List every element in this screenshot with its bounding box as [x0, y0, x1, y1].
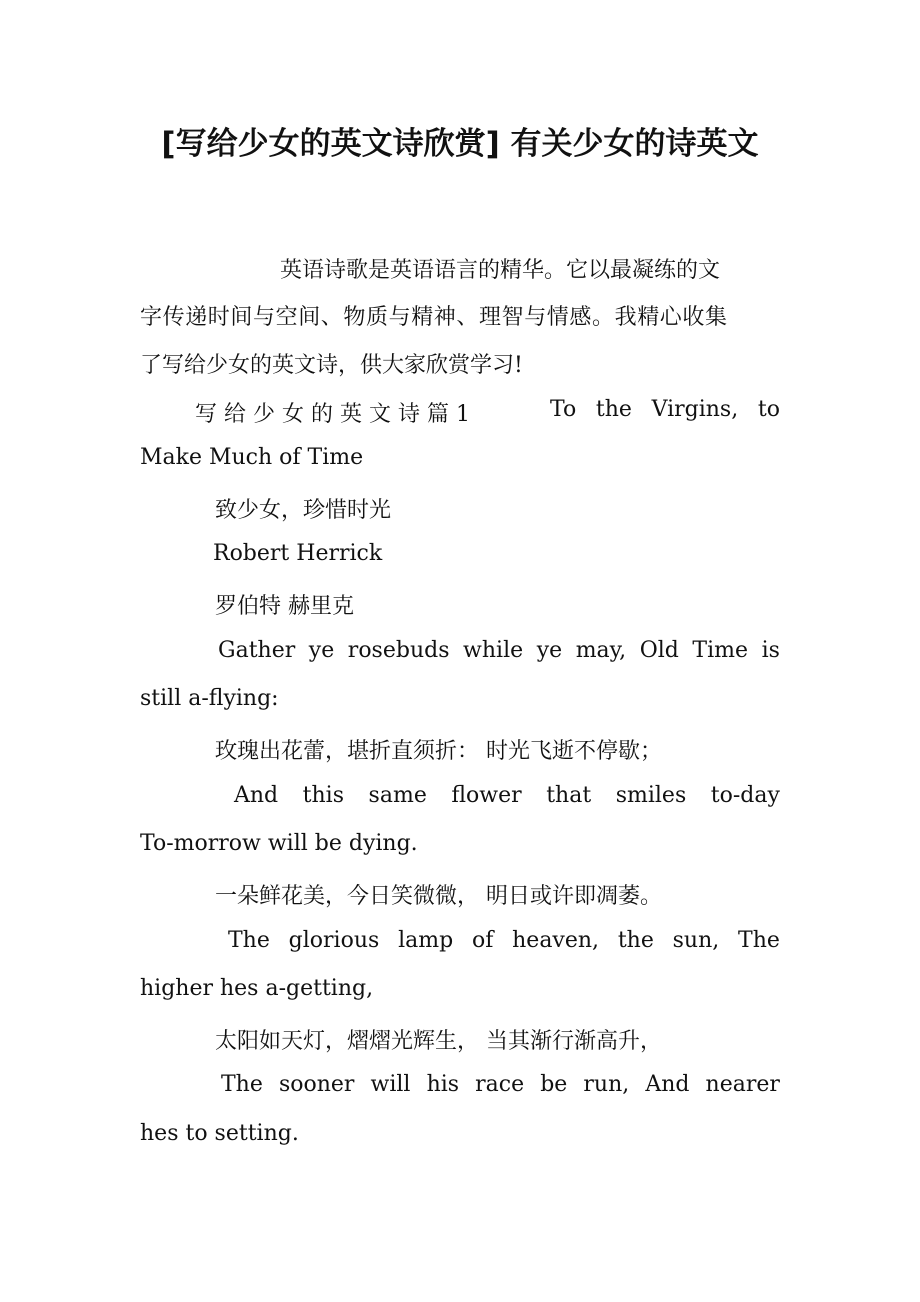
word: will — [370, 1072, 411, 1097]
author-english: Robert Herrick — [213, 541, 383, 566]
word: The — [228, 928, 270, 953]
word: nearer — [705, 1072, 780, 1097]
word: of — [471, 928, 494, 953]
stanza-2-cn: 一朵鲜花美，今日笑微微， 明日或许即凋萎。 — [215, 884, 662, 909]
word: Time — [692, 638, 749, 663]
poem-title-line-2: Make Much of Time — [140, 445, 364, 470]
poem-title-line-1 — [550, 397, 780, 422]
intro-line-2 — [140, 300, 780, 331]
word: same — [368, 783, 427, 808]
word: be — [540, 1072, 568, 1097]
intro-line-2-text: 字传递时间与空间、物质与精神、理智与情感。我精心收集 — [140, 305, 728, 330]
word: the — [595, 397, 632, 422]
word: flower — [451, 783, 522, 808]
word: Virgins, — [651, 397, 739, 422]
stanza-4-en-line-1 — [221, 1072, 780, 1097]
stanza-1-en-line-2: still a-flying: — [140, 686, 279, 711]
word: to — [757, 397, 780, 422]
stanza-1-cn: 玫瑰出花蕾，堪折直须折： 时光飞逝不停歇； — [215, 739, 662, 764]
word: this — [302, 783, 345, 808]
stanza-4-en-line-2: hes to setting. — [140, 1121, 299, 1146]
word: The — [738, 928, 780, 953]
word: rosebuds — [347, 638, 450, 663]
word: run, — [583, 1072, 630, 1097]
word: To — [550, 397, 577, 422]
word: The — [221, 1072, 263, 1097]
word: Old — [639, 638, 679, 663]
author-chinese: 罗伯特 赫里克 — [215, 594, 354, 619]
stanza-1-en-line-1 — [218, 638, 780, 663]
intro-line-3: 了写给少女的英文诗，供大家欣赏学习! — [140, 353, 523, 378]
word: And — [645, 1072, 690, 1097]
word: that — [546, 783, 592, 808]
stanza-3-cn: 太阳如天灯，熠熠光辉生， 当其渐行渐高升， — [215, 1029, 662, 1054]
intro-line-1: 英语诗歌是英语语言的精华。它以最凝练的文 — [280, 258, 721, 283]
word: his — [426, 1072, 460, 1097]
word: glorious — [288, 928, 380, 953]
stanza-3-en-line-2: higher hes a-getting, — [140, 976, 374, 1001]
word: may, — [575, 638, 627, 663]
stanza-2-en-line-2: To-morrow will be dying. — [140, 831, 418, 856]
word: lamp — [398, 928, 454, 953]
word: ye — [308, 638, 335, 663]
word: to-day — [710, 783, 780, 808]
word: smiles — [615, 783, 687, 808]
word: is — [761, 638, 780, 663]
word: sun, — [672, 928, 720, 953]
word: the — [617, 928, 654, 953]
word: Gather — [218, 638, 296, 663]
poem-section-heading: 写 给 少 女 的 英 文 诗 篇 1 — [195, 402, 470, 427]
stanza-3-en-line-1 — [228, 928, 780, 953]
poem-chinese-title: 致少女，珍惜时光 — [215, 498, 392, 523]
stanza-2-en-line-1 — [234, 783, 780, 808]
page-title: [写给少女的英文诗欣赏] 有关少女的诗英文 — [161, 126, 759, 162]
word: while — [463, 638, 524, 663]
word: ye — [536, 638, 563, 663]
word: sooner — [278, 1072, 355, 1097]
word: And — [234, 783, 279, 808]
word: race — [475, 1072, 525, 1097]
word: heaven, — [512, 928, 600, 953]
